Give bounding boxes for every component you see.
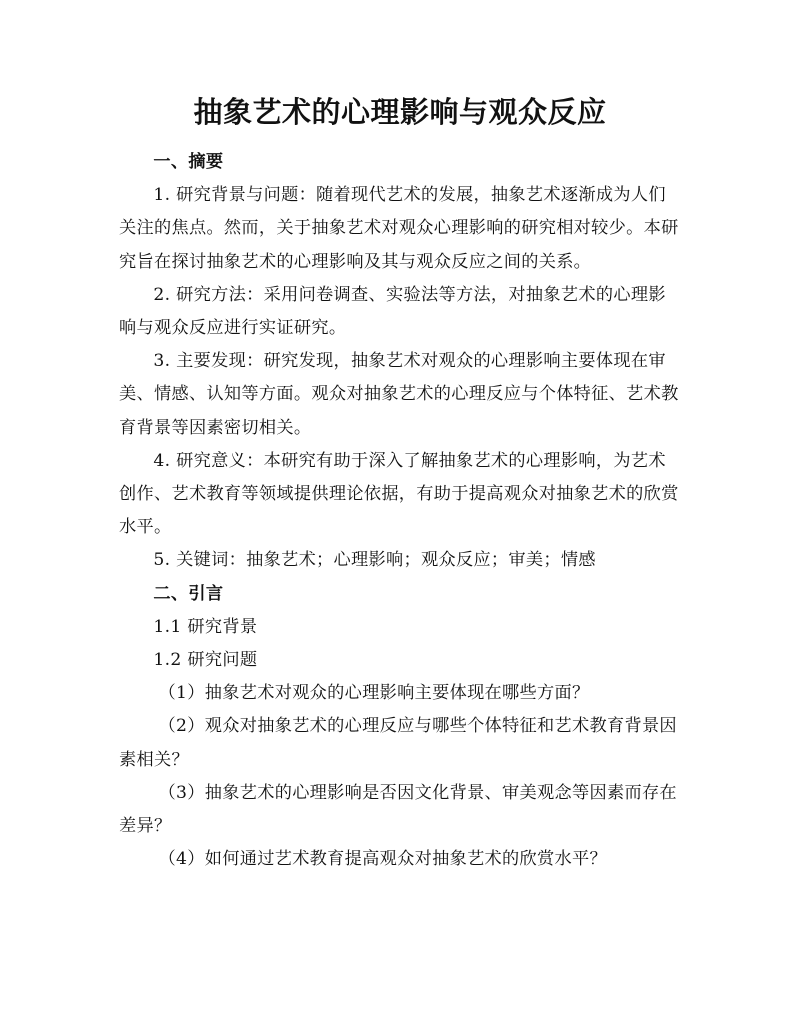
subsection-research-background: 1.1 研究背景: [153, 616, 258, 637]
research-question-3: （3）抽象艺术的心理影响是否因文化背景、审美观念等因素而存在差异？: [119, 782, 677, 837]
abstract-item-background: 1. 研究背景与问题：随着现代艺术的发展，抽象艺术逐渐成为人们关注的焦点。然而，关于抽象艺术对观众心理影响的研究相对较少。本研究旨在探讨抽象艺术的心理影响及其与观众反应之间的关系。: [119, 185, 679, 272]
section-heading-introduction: 二、引言: [153, 583, 224, 604]
research-question-2: （2）观众对抽象艺术的心理反应与哪些个体特征和艺术教育背景因素相关？: [119, 716, 677, 770]
section-heading-abstract: 一、摘要: [153, 152, 224, 172]
document-title: 抽象艺术的心理影响与观众反应: [193, 95, 607, 129]
research-question-4: （4）如何通过艺术教育提高观众对抽象艺术的欣赏水平？: [158, 849, 607, 870]
abstract-item-significance: 4. 研究意义：本研究有助于深入了解抽象艺术的心理影响，为艺术创作、艺术教育等领域提供理论依据，有助于提高观众对抽象艺术的欣赏水平。: [119, 450, 679, 538]
abstract-item-findings: 3. 主要发现：研究发现，抽象艺术对观众的心理影响主要体现在审美、情感、认知等方面。观众对抽象艺术的心理反应与个体特征、艺术教育背景等因素密切相关。: [119, 351, 679, 438]
document-body: [119, 146, 681, 876]
subsection-research-questions: 1.2 研究问题: [153, 650, 258, 671]
abstract-item-method: 2. 研究方法：采用问卷调查、实验法等方法，对抽象艺术的心理影响与观众反应进行实证研究。: [119, 284, 666, 339]
research-question-1: （1）抽象艺术对观众的心理影响主要体现在哪些方面？: [158, 683, 590, 704]
abstract-item-keywords: 5. 关键词：抽象艺术；心理影响；观众反应；审美；情感: [153, 550, 596, 571]
